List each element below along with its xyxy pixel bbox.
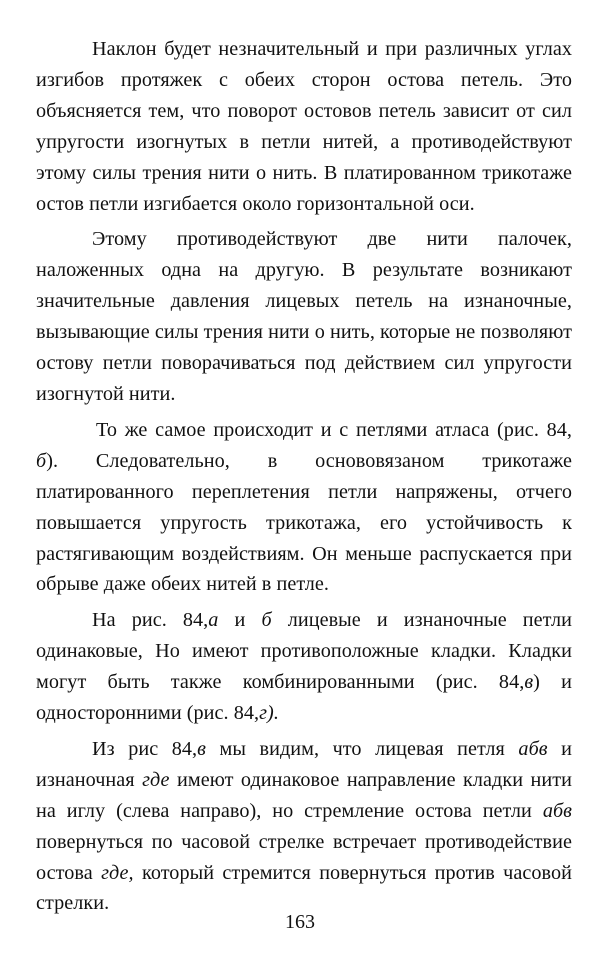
paragraph-5-text-a: Из рис 84, [92,737,198,760]
page-body [36,34,572,919]
paragraph-5-text-c: мы видим, что лицевая петля [205,737,519,760]
paragraph-4-italic-b: а [208,609,219,632]
paragraph-5-text-g: имеют одинаковое направление кладки нити на иглу (слева направо), но стремление остова петли [36,768,572,822]
paragraph-5-text-i: повернуться по часовой стрелке встречает противодействие остова [36,830,572,884]
paragraph-2 [36,224,572,409]
paragraph-5-italic-h: абв [542,799,572,822]
paragraph-2-text: Этому противодействуют две нити палочек, наложенных одна на другую. В результате возникают значительные давления лицевых петель на изнаночные, вызывающие силы трения нити о нить, которые не позволяют остову петли поворачиваться под действием сил упругости изогнутой нити. [36,228,572,405]
paragraph-4-text-c: и [218,609,262,632]
paragraph-1-text: Наклон будет незначительный и при различных углах изгибов протяжек с обеих сторон остова петель. Это объясняется тем, что поворот остовов петель зависит от сил упругости изогнутых в петли нитей, а противодействуют этому силы трения нити о нить. В платированном трикотаже остов петли изгибается около горизонтальной оси. [36,38,572,215]
paragraph-4-italic-f: в [524,671,534,694]
paragraph-3-text-c: ). Следовательно, в основовязаном трикотаже платированного переплетения петли напряжены, отчего повышается упругость трикотажа, его устойчивость к растягивающим воздействиям. Он меньше распускается при обрыве даже обеих нитей в петле. [36,449,572,596]
paragraph-3-text-a: То же самое происходит и с петлями атласа (рис. 84, [96,418,572,441]
paragraph-1 [36,34,572,219]
paragraph-5-text-k: который стремится повернуться против часовой стрелки. [36,861,572,915]
paragraph-4-italic-h: г). [259,702,279,725]
paragraph-4-text-g: ) и односторонними (рис. 84, [36,671,572,725]
paragraph-4-text-a: На рис. 84, [92,609,209,632]
paragraph-5-italic-j: где, [101,861,134,884]
paragraph-5-italic-b: в [197,737,206,760]
paragraph-4-italic-d: б [261,609,272,632]
paragraph-5-text-e: и изнаночная [36,737,572,791]
paragraph-5 [36,734,572,919]
paragraph-3 [36,415,572,600]
paragraph-4-text-e: лицевые и изнаночные петли одинаковые, Но имеют противоположные кладки. Кладки могут быть также комбинированными (рис. 84, [36,609,572,694]
paragraph-4 [36,605,572,729]
paragraph-5-italic-d: абв [518,737,548,760]
page-number: 163 [285,911,315,933]
paragraph-5-italic-f: где [142,768,170,791]
paragraph-3-italic-b: б [36,449,47,472]
